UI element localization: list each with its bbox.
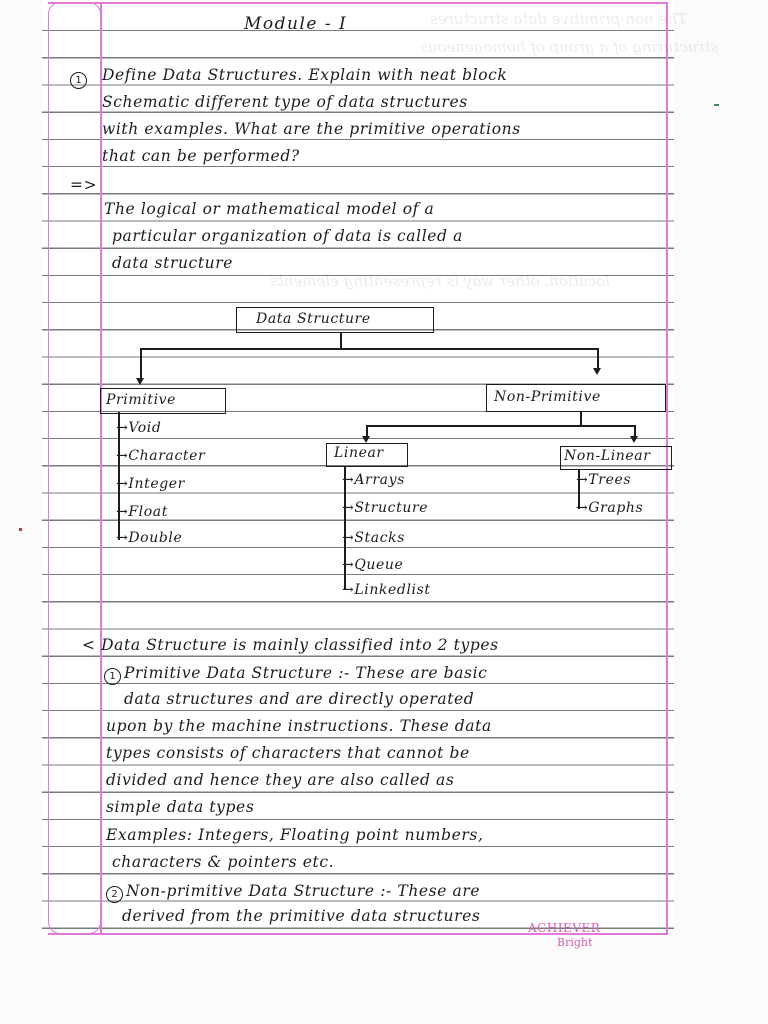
page-margin-line [100, 2, 102, 934]
arrow-down-icon [136, 378, 144, 385]
question-line: with examples. What are the primitive operations [102, 120, 521, 138]
connector-line [340, 333, 342, 348]
primitive-item: →Void [116, 420, 162, 436]
arrow-down-icon [593, 368, 601, 375]
non-linear-item: →Trees [576, 472, 632, 488]
primitive-text-line: Examples: Integers, Floating point numbers, [106, 826, 484, 844]
primitive-number: 1 [104, 668, 121, 685]
primitive-text-line: simple data types [106, 798, 255, 816]
question-number: 1 [70, 72, 87, 89]
primitive-text-line: data structures and are directly operated [124, 690, 475, 708]
primitive-text-line: Primitive Data Structure :- These are basic [124, 664, 488, 682]
non-linear-item: →Graphs [576, 500, 644, 516]
answer-arrow: => [70, 176, 98, 194]
bleed-through-text: location. other way is representing elements [270, 272, 610, 290]
definition-line: data structure [112, 254, 234, 272]
question-line: that can be performed? [102, 147, 300, 165]
classification-intro: < Data Structure is mainly classified into 2 types [82, 636, 499, 654]
linear-item: →Queue [342, 557, 404, 573]
margin-border [48, 2, 101, 934]
primitive-item: →Double [116, 530, 183, 546]
connector-line [366, 425, 634, 427]
question-line: Schematic different type of data structures [102, 93, 468, 111]
primitive-text-line: characters & pointers etc. [112, 853, 335, 871]
ink-mark [19, 528, 22, 531]
primitive-label: Primitive [106, 392, 177, 408]
diagram-root-label: Data Structure [256, 311, 371, 327]
primitive-item: →Character [116, 448, 206, 464]
non-primitive-label: Non-Primitive [494, 389, 601, 405]
page-top-border [48, 2, 668, 4]
linear-item: →Arrays [342, 472, 405, 488]
ink-mark [714, 104, 719, 106]
non-primitive-text-line: derived from the primitive data structures [122, 907, 481, 925]
linear-label: Linear [334, 445, 384, 461]
non-primitive-number: 2 [106, 886, 123, 903]
primitive-text-line: types consists of characters that cannot be [106, 744, 470, 762]
primitive-item: →Integer [116, 476, 185, 492]
connector-line [597, 348, 599, 370]
definition-line: particular organization of data is called a [112, 227, 463, 245]
non-primitive-text-line: Non-primitive Data Structure :- These are [126, 882, 481, 900]
connector-line [140, 348, 598, 350]
connector-line [140, 348, 142, 380]
question-line: Define Data Structures. Explain with neat block [102, 66, 508, 84]
page-title: Module - I [244, 14, 348, 34]
bleed-through-text: structuring of a group of homogeneous [420, 38, 719, 56]
primitive-text-line: divided and hence they are also called as [106, 771, 455, 789]
primitive-text-line: upon by the machine instructions. These data [106, 717, 492, 735]
watermark-logo: ACHIEVER [528, 921, 601, 935]
non-linear-label: Non-Linear [564, 448, 651, 464]
arrow-down-icon [362, 436, 370, 443]
watermark-tagline: Bright [557, 936, 593, 949]
arrow-down-icon [630, 436, 638, 443]
linear-item: →Structure [342, 500, 429, 516]
bleed-through-text: The non-primitive data structures [430, 10, 687, 28]
definition-line: The logical or mathematical model of a [104, 200, 435, 218]
connector-line [580, 411, 582, 425]
primitive-item: →Float [116, 504, 168, 520]
linear-item: →Stacks [342, 530, 406, 546]
linear-item: →Linkedlist [342, 582, 431, 598]
